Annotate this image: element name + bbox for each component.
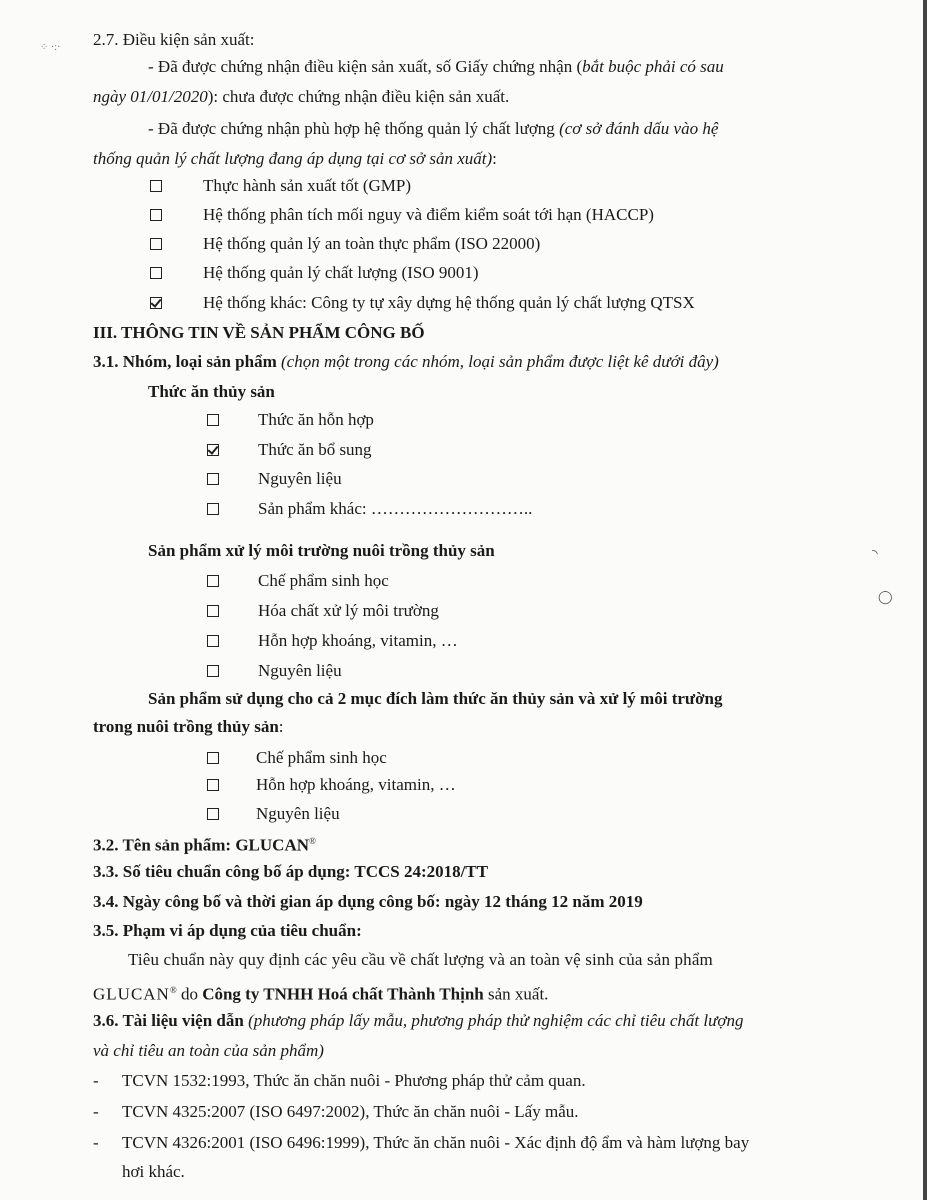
- text-italic: thống quản lý chất lượng đang áp dụng tại cơ sở sản xuất): [93, 149, 493, 168]
- reference-item-2: TCVN 4325:2007 (ISO 6497:2002), Thức ăn chăn nuôi - Lấy mẫu.: [122, 1102, 579, 1121]
- section-3-2-product-name: [93, 831, 316, 856]
- checkbox-mineral-1[interactable]: [207, 635, 219, 647]
- checkbox-iso22000[interactable]: [150, 238, 162, 250]
- reference-item-3-continued: hơi khác.: [122, 1162, 185, 1181]
- text-bold: trong nuôi trồng thủy sản: [93, 717, 279, 736]
- section-3-1-heading: [93, 352, 719, 372]
- production-cert-line-2: [93, 87, 509, 107]
- text: :: [278, 717, 284, 736]
- text-italic: (chọn một trong các nhóm, loại sản phẩm được liệt kê dưới đây): [280, 352, 719, 371]
- section-2-7-heading: 2.7. Điều kiện sản xuất:: [93, 30, 255, 49]
- scope-paragraph-line-1: Tiêu chuẩn này quy định các yêu cầu về chất lượng và an toàn vệ sinh của sản phẩm: [128, 950, 713, 969]
- checkbox-supplement-feed[interactable]: [207, 444, 219, 456]
- checkbox-bio-product-1[interactable]: [207, 575, 219, 587]
- ref-bullet-2: -: [93, 1102, 99, 1121]
- checkbox-raw-material-2[interactable]: [207, 665, 219, 677]
- text: ): chưa được chứng nhận điều kiện sản xuất.: [207, 87, 510, 106]
- company-name: Công ty TNHH Hoá chất Thành Thịnh: [202, 984, 484, 1004]
- checkbox-raw-material-3[interactable]: [207, 808, 219, 820]
- label-chemical: Hóa chất xử lý môi trường: [258, 601, 439, 620]
- label-other-system: Hệ thống khác: Công ty tự xây dựng hệ thống quản lý chất lượng QTSX: [203, 293, 695, 312]
- text-italic: bắt buộc phải có sau: [582, 57, 724, 76]
- checkbox-iso9001[interactable]: [150, 267, 162, 279]
- checkbox-other-system[interactable]: [150, 297, 162, 309]
- checkbox-other-product[interactable]: [207, 503, 219, 515]
- label-bio-product-1: Chế phẩm sinh học: [258, 571, 389, 590]
- label-raw-material-2: Nguyên liệu: [258, 661, 342, 680]
- label-haccp: Hệ thống phân tích mối nguy và điểm kiểm soát tới hạn (HACCP): [203, 205, 654, 224]
- section-3-5-heading: 3.5. Phạm vi áp dụng của tiêu chuẩn:: [93, 921, 362, 940]
- checkbox-bio-product-2[interactable]: [207, 752, 219, 764]
- checkbox-mineral-2[interactable]: [207, 779, 219, 791]
- text: :: [492, 149, 497, 168]
- label-mineral-1: Hỗn hợp khoáng, vitamin, …: [258, 631, 458, 650]
- scan-edge: [923, 0, 927, 1200]
- scan-specks: ⁘ ·:·: [40, 42, 61, 53]
- text-italic: (phương pháp lấy mẫu, phương pháp thử nghiệm các chỉ tiêu chất lượng: [248, 1011, 744, 1030]
- label-iso9001: Hệ thống quản lý chất lượng (ISO 9001): [203, 263, 479, 282]
- reference-item-3: TCVN 4326:2001 (ISO 6496:1999), Thức ăn chăn nuôi - Xác định độ ẩm và hàm lượng bay: [122, 1133, 750, 1152]
- text: - Đã được chứng nhận điều kiện sản xuất, số Giấy chứng nhận (: [148, 57, 583, 76]
- label-gmp: Thực hành sản xuất tốt (GMP): [203, 176, 411, 195]
- section-3-6-heading-line-2: và chỉ tiêu an toàn của sản phẩm): [93, 1041, 324, 1060]
- checkbox-raw-material-1[interactable]: [207, 473, 219, 485]
- text: sản xuất.: [483, 984, 549, 1004]
- qms-cert-line-1: [148, 119, 718, 139]
- ref-bullet-1: -: [93, 1071, 99, 1090]
- label-iso22000: Hệ thống quản lý an toàn thực phẩm (ISO 22000): [203, 234, 541, 253]
- text-italic: (cơ sở đánh dấu vào hệ: [559, 119, 719, 138]
- text-bold: 3.1. Nhóm, loại sản phẩm: [93, 352, 281, 371]
- text: do: [176, 984, 203, 1004]
- label-mineral-2: Hỗn hợp khoáng, vitamin, …: [256, 775, 456, 794]
- edge-stamp-fragment: ◜: [864, 548, 881, 557]
- checkbox-haccp[interactable]: [150, 209, 162, 221]
- section-3-4-date: 3.4. Ngày công bố và thời gian áp dụng công bố: ngày 12 tháng 12 năm 2019: [93, 892, 643, 911]
- section-3-3-standard: 3.3. Số tiêu chuẩn công bố áp dụng: TCCS 24:2018/TT: [93, 862, 489, 881]
- qms-cert-line-2: [93, 149, 497, 169]
- group-environment-title: Sản phẩm xử lý môi trường nuôi trồng thủy sản: [148, 541, 495, 560]
- label-other-product: Sản phẩm khác: ………………………..: [258, 499, 533, 518]
- production-cert-line-1: [148, 57, 724, 77]
- registered-mark: ®: [169, 985, 177, 995]
- section-3-heading: III. THÔNG TIN VỀ SẢN PHẨM CÔNG BỐ: [93, 323, 425, 342]
- label-bio-product-2: Chế phẩm sinh học: [256, 748, 387, 767]
- text-italic: ngày 01/01/2020: [93, 87, 208, 106]
- group-dual-title-line-2: [93, 717, 284, 737]
- label-raw-material-3: Nguyên liệu: [256, 804, 340, 823]
- text-bold: 3.2. Tên sản phẩm: GLUCAN: [93, 835, 310, 855]
- text-bold: 3.6. Tài liệu viện dẫn: [93, 1011, 249, 1030]
- ref-bullet-3: -: [93, 1133, 99, 1152]
- section-3-6-heading: [93, 1011, 743, 1031]
- text: GLUCAN: [93, 984, 170, 1004]
- label-supplement-feed: Thức ăn bổ sung: [258, 440, 372, 459]
- checkbox-mixed-feed[interactable]: [207, 414, 219, 426]
- group-aquafeed-title: Thức ăn thủy sản: [148, 382, 275, 401]
- label-raw-material-1: Nguyên liệu: [258, 469, 342, 488]
- reference-item-1: TCVN 1532:1993, Thức ăn chăn nuôi - Phương pháp thử cảm quan.: [122, 1071, 586, 1090]
- scope-paragraph-line-2: [93, 980, 548, 1005]
- label-mixed-feed: Thức ăn hỗn hợp: [258, 410, 374, 429]
- checkbox-gmp[interactable]: [150, 180, 162, 192]
- group-dual-title-line-1: Sản phẩm sử dụng cho cả 2 mục đích làm thức ăn thủy sản và xử lý môi trường: [148, 689, 723, 708]
- edge-stamp-fragment-2: ◯: [878, 590, 893, 605]
- registered-mark: ®: [309, 836, 316, 846]
- text: - Đã được chứng nhận phù hợp hệ thống quản lý chất lượng: [148, 119, 560, 138]
- checkbox-chemical[interactable]: [207, 605, 219, 617]
